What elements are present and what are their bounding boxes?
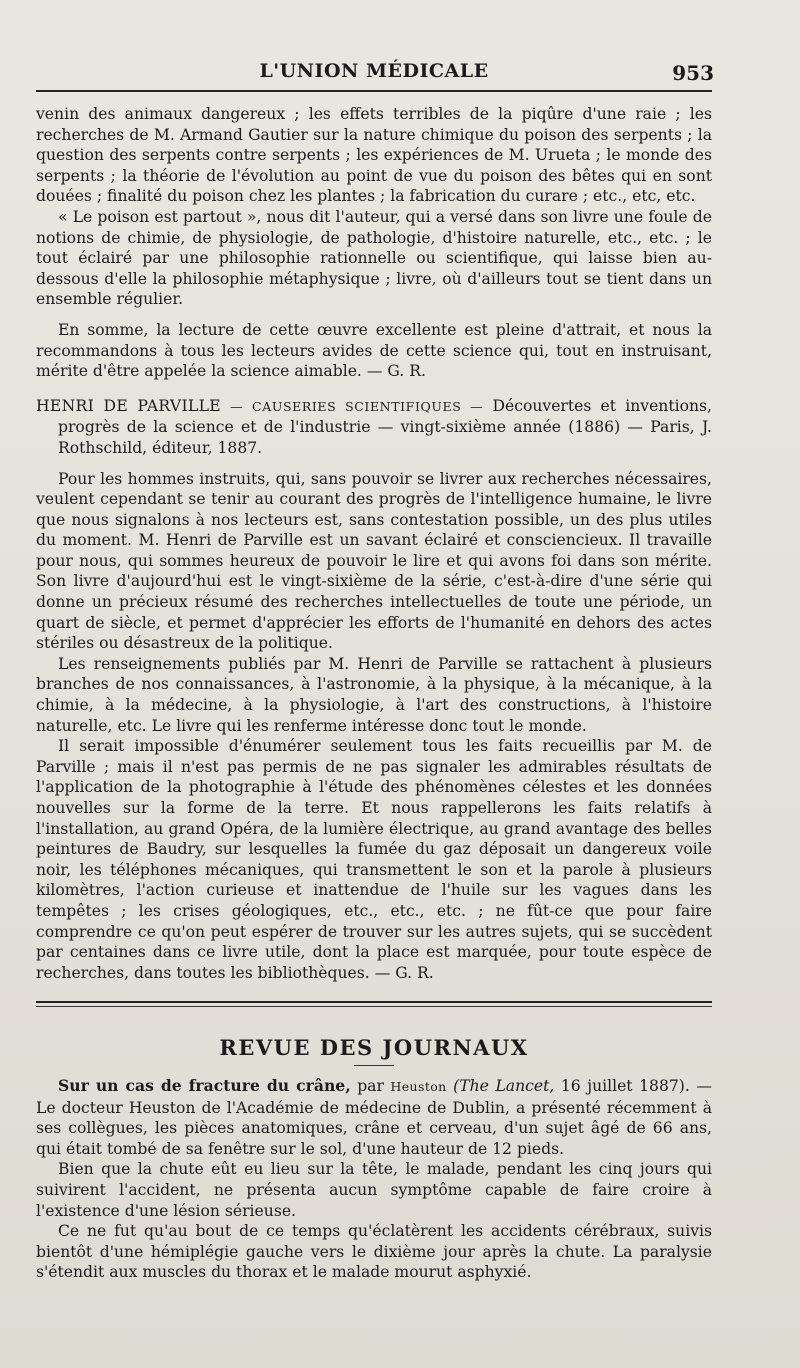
review-series: — CAUSERIES SCIENTIFIQUES — — [230, 398, 484, 414]
paragraph: « Le poison est partout », nous dit l'auteur, qui a versé dans son livre une foule de notions de chimie, de physiologie, de pathologie, d'histoire naturelle, etc., etc. ; le tout éclairé par une philosophie rationnelle ou scientifique, qui laisse bien au-dessous d'elle la philosophie métaphysique ; livre, où d'ailleurs tout se tient dans un ensemble régulier. — [36, 207, 712, 309]
book-review-heading — [36, 396, 712, 459]
paragraph: Ce ne fut qu'au bout de ce temps qu'éclatèrent les accidents cérébraux, suivis bientôt d'une hémiplégie gauche vers le dixième jour après la chute. La paralysie s'étendit aux muscles du thorax et le malade mourut asphyxié. — [36, 1222, 712, 1282]
section-title-rule — [354, 1065, 394, 1066]
article-journal: (The Lancet, — [453, 1076, 555, 1095]
article-date: 16 juillet 1887). — [560, 1076, 690, 1095]
page-body — [36, 104, 712, 1283]
article-paragraph: Sur un cas de fracture du crâne, par Heuston (The Lancet, 16 juillet 1887). — Le docteur Heuston de l'Académie de médecine de Dublin, a présenté récemment à ses collègues, les pièces anatomiques, crâne et cerveau, d'un sujet âgé de 66 ans, qui était tombé de sa fenêtre sur le sol, d'une hauteur de 12 pieds. — [36, 1075, 712, 1158]
paragraph: Les renseignements publiés par M. Henri de Parville se rattachent à plusieurs branches de nos connaissances, à l'astronomie, à la physique, à la mécanique, à la chimie, à la médecine, à la physiologie, à l'art des constructions, à l'histoire naturelle, etc. Le livre qui les renferme intéresse donc tout le monde. — [36, 654, 712, 735]
page-number: 953 — [672, 61, 714, 85]
section-divider — [36, 1001, 712, 1010]
journal-title: L'UNION MÉDICALE — [259, 60, 489, 82]
paragraph: venin des animaux dangereux ; les effets terribles de la piqûre d'une raie ; les recherches de M. Armand Gautier sur la nature chimique du poison des serpents ; la question des serpents contre serpents ; les expériences de M. Urueta ; le monde des serpents ; la théorie de l'évolution au point de vue du poison des bêtes qui en sont douées ; finalité du poison chez les plantes ; la fabrication du curare ; etc., etc, etc. — [36, 105, 712, 206]
section-title: REVUE DES JOURNAUX — [219, 1035, 529, 1061]
review-author: HENRI DE PARVILLE — [36, 396, 221, 415]
paragraph: Pour les hommes instruits, qui, sans pouvoir se livrer aux recherches nécessaires, veulent cependant se tenir au courant des progrès de l'intelligence humaine, le livre que nous signalons à nos lecteurs est, sans contestation possible, un des plus utiles du moment. M. Henri de Parville est un savant éclairé et consciencieux. Il travaille pour nous, qui sommes heureux de pouvoir le lire et qui avons foi dans son mérite. Son livre d'aujourd'hui est le vingt-sixième de la série, c'est-à-dire d'une série qui donne un précieux résumé des recherches intellectuelles de toute une période, un quart de siècle, et permet d'apprécier les efforts de l'humanité en dehors des actes stériles ou désastreux de la politique. — [36, 469, 712, 653]
running-header — [36, 58, 712, 92]
paragraph: Il serait impossible d'énumérer seulement tous les faits recueillis par M. de Parville ; mais il n'est pas permis de ne pas signaler les admirables résultats de l'application de la photographie à l'étude des phénomènes célestes et les données nouvelles sur la forme de la terre. Et nous rappellerons les faits relatifs à l'installation, au grand Opéra, de la lumière électrique, au grand avantage des belles peintures de Baudry, sur lesquelles la fumée du gaz déposait un dangereux voile noir, les téléphones mécaniques, qui transmettent le son et la parole à plusieurs kilomètres, l'action curieuse et inattendue de l'huile sur les vagues dans les tempêtes ; les crises géologiques, etc., etc., etc. ; ne fût-ce que pour faire comprendre ce qu'on peut espérer de trouver sur les autres sujets, qui se succèdent par centaines dans ce livre utile, dont la place est marquée, pour toute espèce de recherches, dans toutes les bibliothèques. — G. R. — [36, 737, 712, 982]
article-title: Sur un cas de fracture du crâne, — [58, 1075, 351, 1095]
article-author: Heuston — [390, 1078, 447, 1094]
paragraph: Bien que la chute eût eu lieu sur la tête, le malade, pendant les cinq jours qui suivirent l'accident, ne présenta aucun symptôme capable de faire croire à l'existence d'une lésion sérieuse. — [36, 1160, 712, 1220]
review-reference: Découvertes et inventions, progrès de la science et de l'industrie — vingt-sixième année (1886) — Paris, J. Rothschild, éditeur, 1887. — [58, 396, 712, 457]
paragraph: En somme, la lecture de cette œuvre excellente est pleine d'attrait, et nous la recommandons à tous les lecteurs avides de cette science qui, tout en instruisant, mérite d'être appelée la science aimable. — G. R. — [36, 320, 712, 381]
